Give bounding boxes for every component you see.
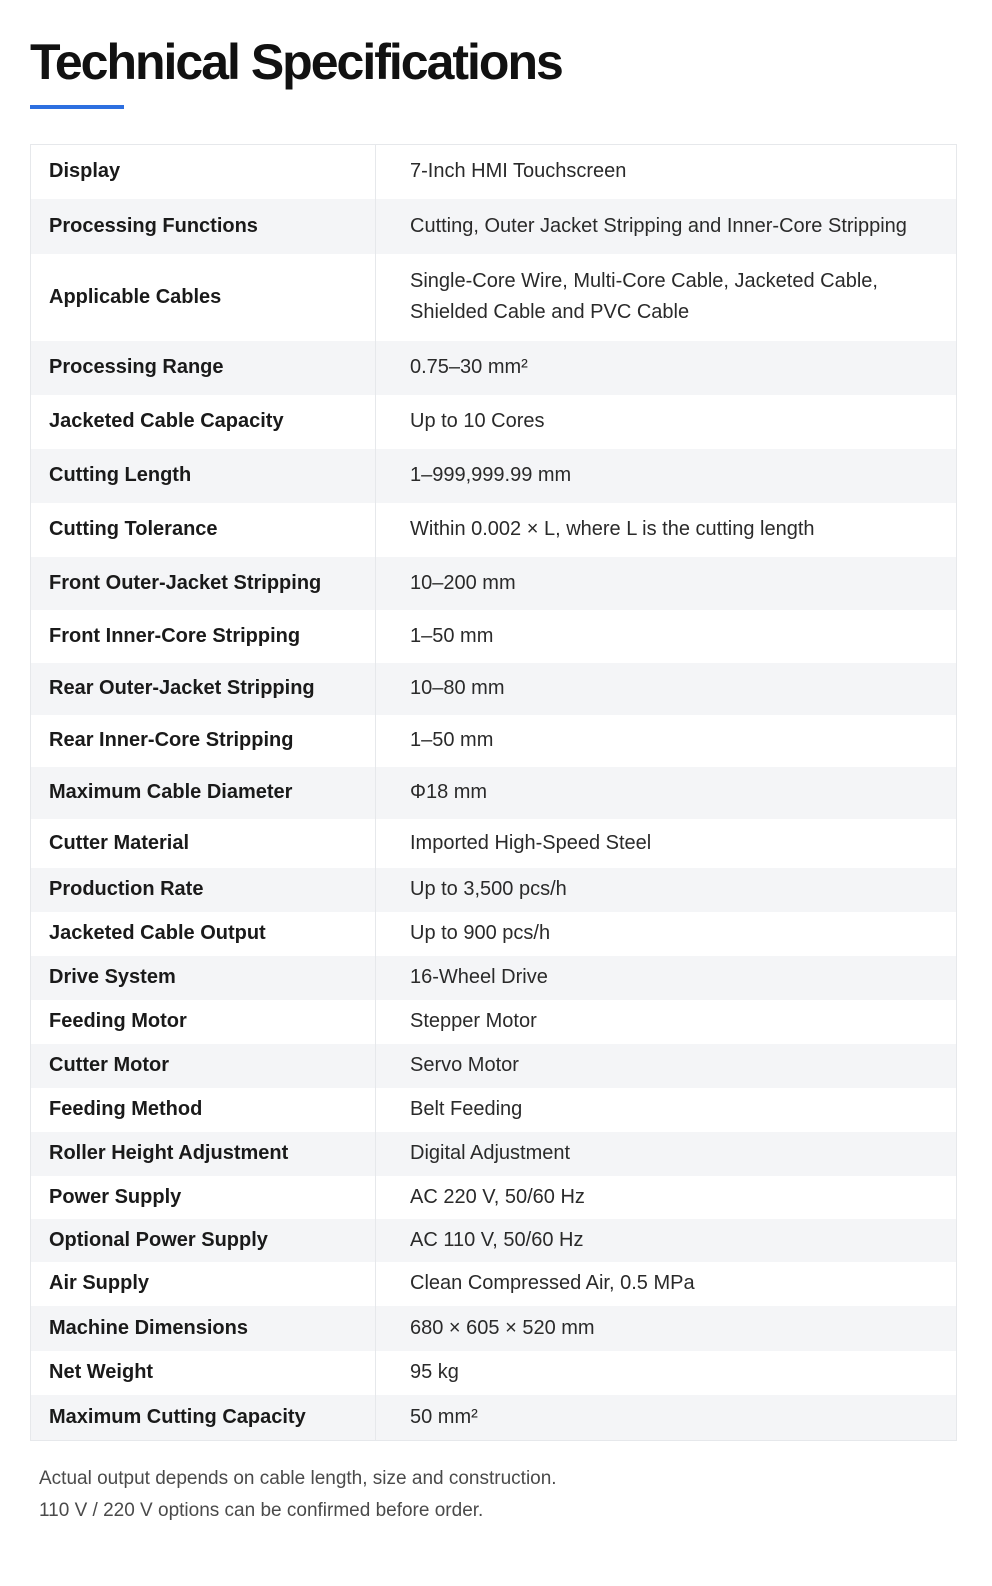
spec-label: Display — [31, 145, 376, 199]
footnotes — [39, 1463, 939, 1527]
spec-row — [31, 663, 957, 715]
spec-value: AC 110 V, 50/60 Hz — [376, 1219, 957, 1262]
spec-label: Jacketed Cable Output — [31, 912, 376, 956]
spec-label: Production Rate — [31, 868, 376, 912]
footnote-voltage: 110 V / 220 V options can be confirmed before order. — [39, 1500, 484, 1521]
spec-value: Cutting, Outer Jacket Stripping and Inner-Core Stripping — [376, 199, 957, 254]
spec-value: Digital Adjustment — [376, 1132, 957, 1176]
spec-value: 1–999,999.99 mm — [376, 449, 957, 503]
spec-row — [31, 1044, 957, 1088]
spec-value: AC 220 V, 50/60 Hz — [376, 1176, 957, 1219]
spec-row — [31, 1132, 957, 1176]
spec-row — [31, 1395, 957, 1441]
spec-row — [31, 145, 957, 199]
spec-value: Single-Core Wire, Multi-Core Cable, Jacketed Cable, Shielded Cable and PVC Cable — [376, 254, 957, 341]
spec-row — [31, 1176, 957, 1219]
page-title: Technical Specifications — [30, 34, 562, 90]
spec-row — [31, 610, 957, 663]
spec-value: Imported High-Speed Steel — [376, 819, 957, 868]
spec-row — [31, 956, 957, 1000]
spec-value: Servo Motor — [376, 1044, 957, 1088]
spec-label: Power Supply — [31, 1176, 376, 1219]
spec-label: Cutting Tolerance — [31, 503, 376, 557]
spec-label: Rear Outer-Jacket Stripping — [31, 663, 376, 715]
spec-row — [31, 1000, 957, 1044]
spec-table — [30, 144, 957, 1441]
spec-label: Air Supply — [31, 1262, 376, 1306]
spec-label: Applicable Cables — [31, 254, 376, 341]
spec-value: Within 0.002 × L, where L is the cutting length — [376, 503, 957, 557]
spec-value: 7-Inch HMI Touchscreen — [376, 145, 957, 199]
spec-label: Rear Inner-Core Stripping — [31, 715, 376, 767]
spec-value: 680 × 605 × 520 mm — [376, 1306, 957, 1351]
spec-row — [31, 819, 957, 868]
spec-label: Cutting Length — [31, 449, 376, 503]
spec-label: Front Inner-Core Stripping — [31, 610, 376, 663]
spec-row — [31, 767, 957, 819]
spec-label: Net Weight — [31, 1351, 376, 1395]
spec-label: Cutter Material — [31, 819, 376, 868]
spec-label: Maximum Cable Diameter — [31, 767, 376, 819]
spec-label: Roller Height Adjustment — [31, 1132, 376, 1176]
spec-row — [31, 868, 957, 912]
footnote-output: Actual output depends on cable length, size and construction. — [39, 1468, 557, 1489]
spec-label: Machine Dimensions — [31, 1306, 376, 1351]
spec-value: 95 kg — [376, 1351, 957, 1395]
spec-row — [31, 503, 957, 557]
spec-value: 1–50 mm — [376, 715, 957, 767]
spec-row — [31, 1088, 957, 1132]
spec-value: 16-Wheel Drive — [376, 956, 957, 1000]
spec-row — [31, 912, 957, 956]
spec-row — [31, 715, 957, 767]
spec-label: Feeding Motor — [31, 1000, 376, 1044]
spec-row — [31, 1262, 957, 1306]
spec-row — [31, 395, 957, 449]
spec-value: Up to 900 pcs/h — [376, 912, 957, 956]
spec-row — [31, 254, 957, 341]
spec-label: Optional Power Supply — [31, 1219, 376, 1262]
spec-value: 10–80 mm — [376, 663, 957, 715]
title-accent-underline — [30, 105, 124, 109]
spec-value: Stepper Motor — [376, 1000, 957, 1044]
spec-row — [31, 199, 957, 254]
spec-row — [31, 341, 957, 395]
spec-row — [31, 557, 957, 610]
spec-label: Maximum Cutting Capacity — [31, 1395, 376, 1441]
spec-label: Processing Functions — [31, 199, 376, 254]
spec-label: Front Outer-Jacket Stripping — [31, 557, 376, 610]
spec-value: 50 mm² — [376, 1395, 957, 1441]
spec-value: 10–200 mm — [376, 557, 957, 610]
spec-row — [31, 1351, 957, 1395]
spec-value: Up to 3,500 pcs/h — [376, 868, 957, 912]
spec-row — [31, 1306, 957, 1351]
spec-label: Processing Range — [31, 341, 376, 395]
spec-table-body — [31, 145, 957, 1441]
spec-value: 1–50 mm — [376, 610, 957, 663]
spec-value: Clean Compressed Air, 0.5 MPa — [376, 1262, 957, 1306]
spec-value: Φ18 mm — [376, 767, 957, 819]
spec-label: Jacketed Cable Capacity — [31, 395, 376, 449]
spec-value: Up to 10 Cores — [376, 395, 957, 449]
spec-row — [31, 449, 957, 503]
spec-label: Feeding Method — [31, 1088, 376, 1132]
spec-label: Cutter Motor — [31, 1044, 376, 1088]
spec-value: Belt Feeding — [376, 1088, 957, 1132]
spec-label: Drive System — [31, 956, 376, 1000]
spec-row — [31, 1219, 957, 1262]
spec-value: 0.75–30 mm² — [376, 341, 957, 395]
